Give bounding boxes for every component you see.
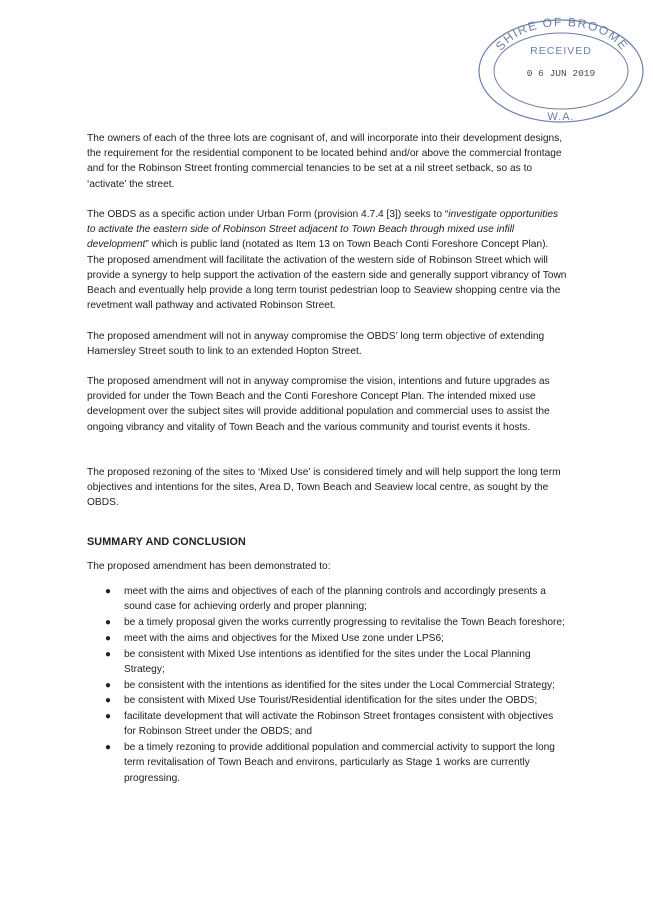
paragraph-hamersley: The proposed amendment will not in anyway compromise the OBDS’ long term objective of extending Hamersley Street south to link to an extended Hopton Street. bbox=[87, 331, 545, 358]
stamp-bottom-text: W.A. bbox=[547, 111, 575, 123]
list-item bbox=[87, 678, 567, 693]
paragraph-obds-action-start: The OBDS as a specific action under Urban Form (provision 4.7.4 [3]) seeks to “ bbox=[87, 209, 449, 220]
bullet-icon: ● bbox=[105, 586, 112, 597]
stamp-received-text: RECEIVED bbox=[530, 45, 592, 57]
bullet-icon: ● bbox=[105, 695, 112, 707]
stamp-date-text: 0 6 JUN 2019 bbox=[526, 68, 596, 79]
list-item bbox=[87, 631, 567, 646]
received-stamp bbox=[476, 16, 646, 126]
list-item-text: be consistent with Mixed Use Tourist/Residential identification for the sites under the OBDS; bbox=[124, 695, 538, 707]
list-item-text: facilitate development that will activate the Robinson Street frontages consistent with objectives for Robinson Street under the OBDS; and bbox=[124, 711, 554, 738]
paragraph-obds-action bbox=[87, 207, 567, 313]
paragraph-owners: The owners of each of the three lots are cognisant of, and will incorporate into their development designs, the requirement for the residential component to be located behind and/or above the commercial frontage and for the Robinson Street fronting commercial tenancies to be set at a nil street setback, so as to ‘activate’ the street. bbox=[87, 133, 563, 190]
list-item-text: be consistent with Mixed Use intentions as identified for the sites under the Local Planning Strategy; bbox=[124, 648, 531, 675]
list-item bbox=[87, 709, 567, 739]
paragraph-vision: The proposed amendment will not in anyway compromise the vision, intentions and future upgrades as provided for under the Town Beach and the Conti Foreshore Concept Plan. The intended mixed use development over the subject sites will provide additional population and commercial uses to assist the ongoing vibrancy and vitality of Town Beach and the various community and tourist events it hosts. bbox=[87, 376, 550, 433]
list-item bbox=[87, 693, 567, 708]
list-item bbox=[87, 584, 567, 614]
received-stamp-graphic bbox=[476, 16, 646, 126]
list-item bbox=[87, 615, 567, 630]
paragraph-obds-action-quote: investigate opportunities to activate the eastern side of Robinson Street adjacent to Town Beach through mixed use infill development bbox=[87, 209, 559, 251]
list-item-text: be consistent with the intentions as identified for the sites under the Local Commercial Strategy; bbox=[124, 679, 555, 691]
bullet-icon: ● bbox=[105, 648, 112, 660]
list-item bbox=[87, 740, 567, 786]
list-item bbox=[87, 647, 567, 677]
summary-heading: SUMMARY AND CONCLUSION bbox=[87, 536, 246, 548]
list-item-text: meet with the aims and objectives for the Mixed Use zone under LPS6; bbox=[124, 632, 444, 644]
bullet-icon: ● bbox=[105, 679, 112, 691]
list-item-text: meet with the aims and objectives of each of the planning controls and accordingly presents a sound case for achieving orderly and proper planning; bbox=[124, 586, 546, 613]
bullet-icon: ● bbox=[105, 711, 112, 723]
bullet-icon: ● bbox=[105, 617, 112, 628]
summary-list bbox=[87, 584, 567, 786]
summary-intro: The proposed amendment has been demonstrated to: bbox=[87, 561, 331, 572]
bullet-icon: ● bbox=[105, 632, 112, 644]
stamp-top-text: SHIRE OF BROOME bbox=[492, 16, 632, 54]
list-item-text: be a timely proposal given the works currently progressing to revitalise the Town Beach foreshore; bbox=[124, 617, 565, 628]
paragraph-rezoning: The proposed rezoning of the sites to ‘Mixed Use’ is considered timely and will help support the long term objectives and intentions for the sites, Area D, Town Beach and Seaview local centre, as sought by the OBDS. bbox=[87, 467, 561, 509]
list-item-text: be a timely rezoning to provide additional population and commercial activity to support the long term revitalisation of Town Beach and environs, particularly as Stage 1 works are currently progressing. bbox=[124, 742, 555, 784]
bullet-icon: ● bbox=[105, 742, 112, 754]
paragraph-obds-action-end: ” which is public land (notated as Item 13 on Town Beach Conti Foreshore Concept Plan). The proposed amendment will facilitate the activation of the western side of Robinson Street which will provide a synergy to help support the activation of the eastern side and generally support vibrancy of Town Beach and eventually help provide a long term tourist pedestrian loop to Seaview shopping centre via the revetment wall pathway and activated Robinson Street. bbox=[87, 239, 567, 312]
